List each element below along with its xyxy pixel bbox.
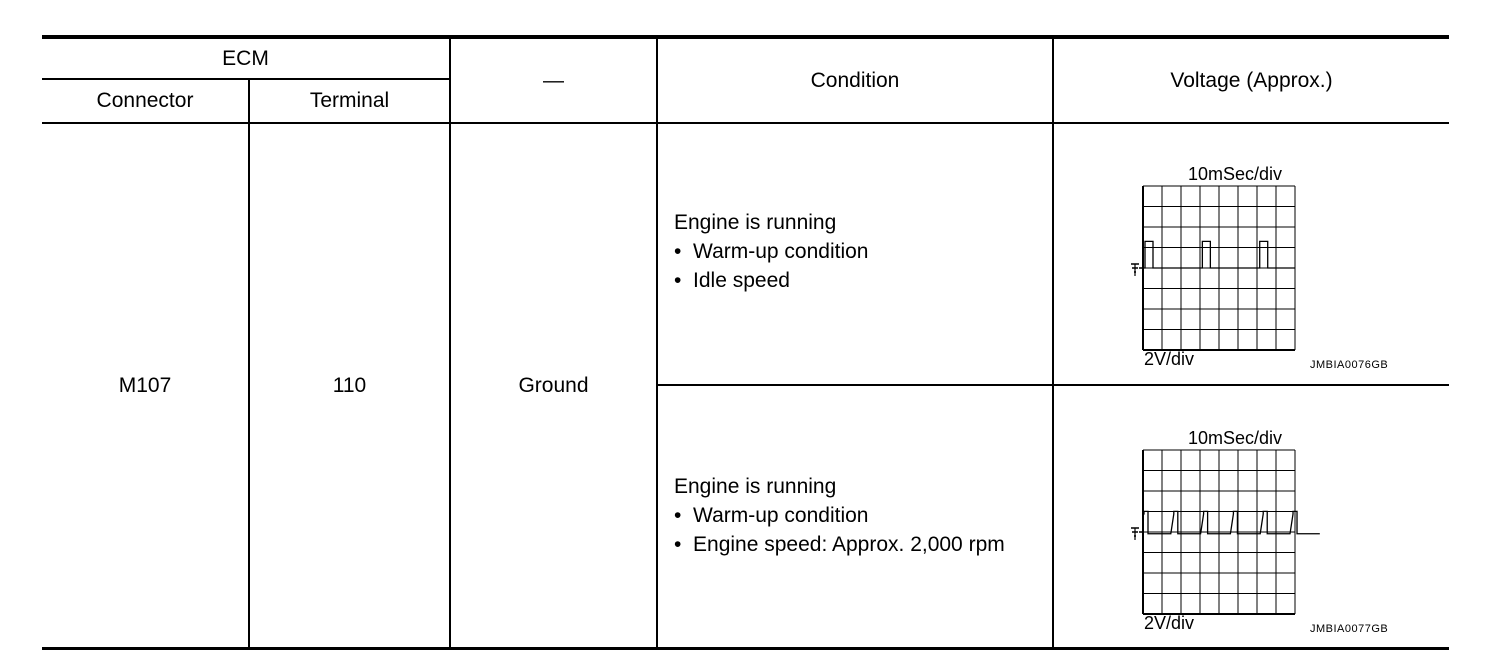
header-connector: Connector	[96, 89, 194, 112]
condition-heading: Engine is running	[674, 475, 837, 498]
header-dash: —	[543, 68, 564, 92]
oscilloscope-grid	[1110, 424, 1410, 624]
condition-bullet: • Warm-up condition	[674, 240, 869, 263]
waveform-2000rpm	[1110, 424, 1410, 639]
figure-code: JMBIA0076GB	[1310, 359, 1389, 371]
volt-division-label: 2V/div	[1144, 349, 1195, 369]
condition-2000rpm	[674, 472, 1005, 559]
condition-bullet: • Idle speed	[674, 269, 790, 292]
figure-code: JMBIA0077GB	[1310, 623, 1389, 635]
cell-connector: M107	[118, 373, 172, 397]
time-division-label: 10mSec/div	[1188, 428, 1283, 448]
header-condition: Condition	[810, 68, 900, 92]
time-division-label: 10mSec/div	[1188, 164, 1283, 184]
volt-division-label: 2V/div	[1144, 613, 1195, 633]
header-ecm: ECM	[222, 46, 269, 70]
cell-ground: Ground	[518, 373, 589, 397]
cell-terminal: 110	[332, 373, 367, 397]
waveform-idle	[1110, 160, 1410, 375]
header-terminal: Terminal	[309, 89, 390, 112]
condition-idle	[674, 208, 869, 295]
header-voltage: Voltage (Approx.)	[1170, 68, 1333, 92]
col-divider-3	[656, 38, 658, 648]
table-bottom-rule	[42, 647, 1449, 650]
condition-heading: Engine is running	[674, 211, 837, 234]
condition-bullet: • Engine speed: Approx. 2,000 rpm	[674, 533, 1005, 556]
oscilloscope-grid	[1110, 160, 1410, 360]
waveform-trace	[1143, 511, 1320, 533]
col-divider-4	[1052, 38, 1054, 648]
condition-bullet: • Warm-up condition	[674, 504, 869, 527]
